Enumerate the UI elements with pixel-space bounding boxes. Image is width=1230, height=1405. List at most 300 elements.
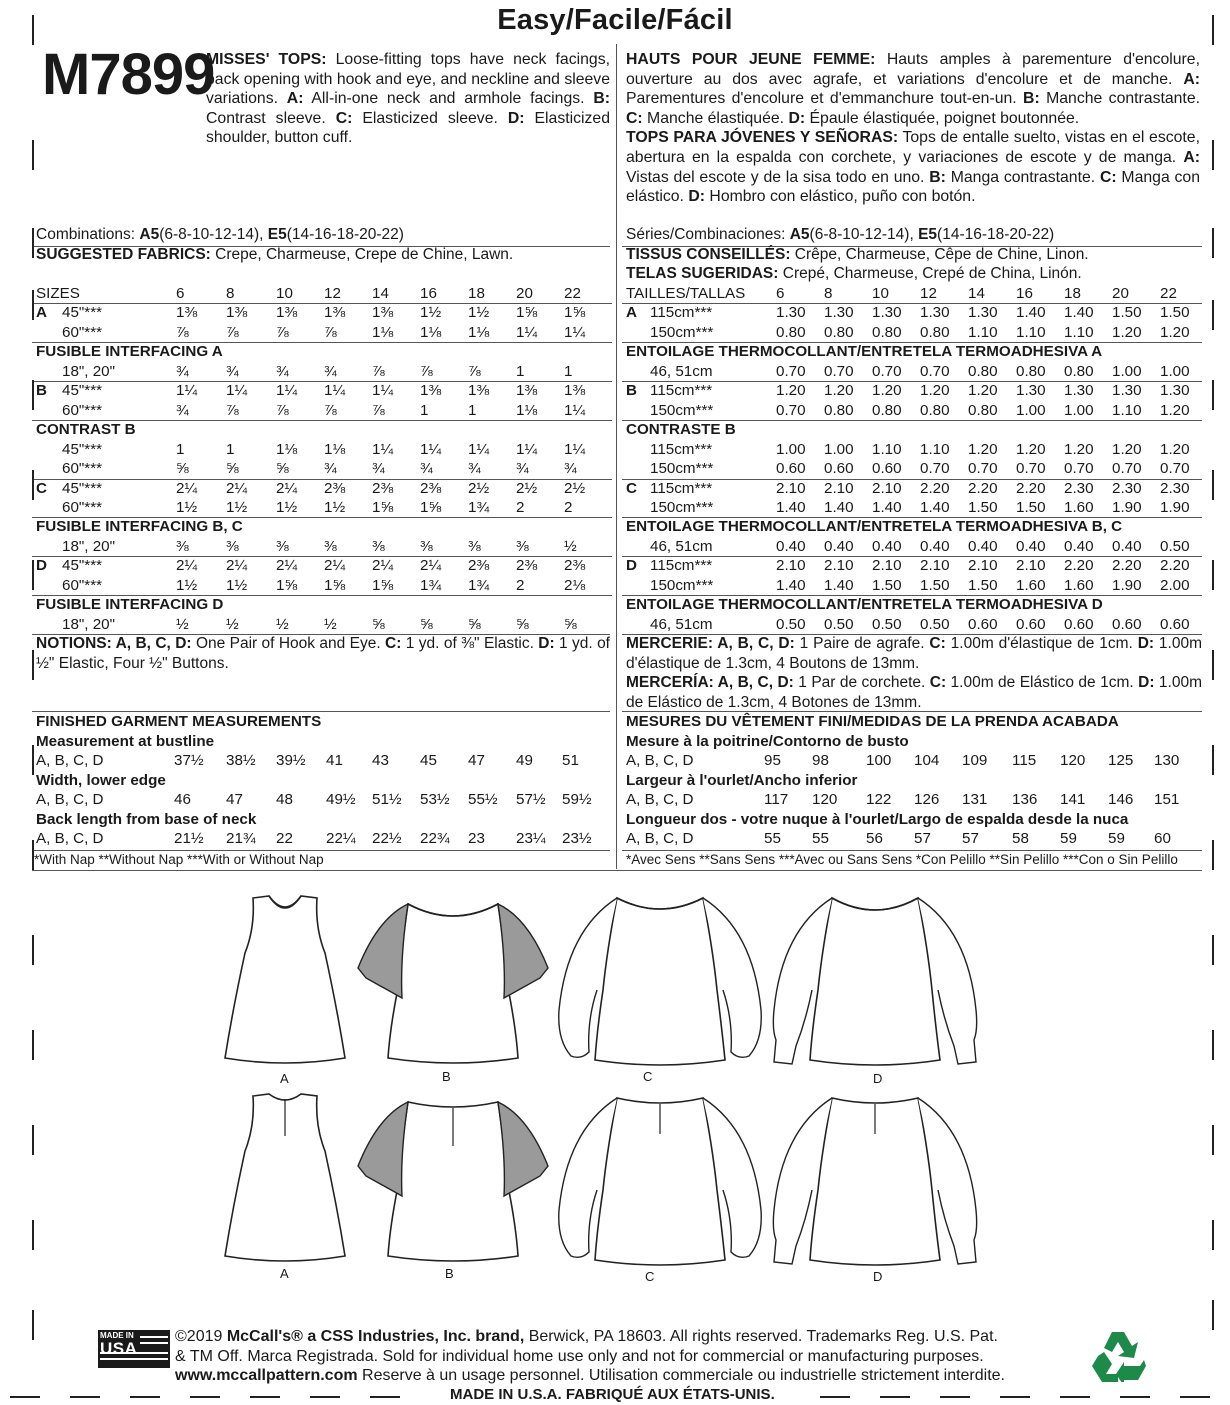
yardage-value: 1.60 bbox=[1064, 498, 1094, 516]
yardage-value: 0.60 bbox=[824, 460, 854, 478]
yardage-value: 1⅜ bbox=[276, 304, 298, 322]
usage-line: & TM Off. Marca Registrada. Sold for individual home use only and not for commercial or manufacturing purposes. bbox=[175, 1348, 984, 1365]
measurement-value: 60 bbox=[1154, 830, 1171, 847]
yardage-row bbox=[626, 323, 1202, 343]
yardage-value: 0.60 bbox=[776, 460, 806, 478]
measurement-value: 51½ bbox=[372, 791, 402, 808]
yardage-row bbox=[36, 537, 612, 557]
yardage-value: ⅜ bbox=[516, 537, 529, 555]
yardage-value: 0.70 bbox=[1112, 460, 1142, 478]
yardage-value: 1⅜ bbox=[226, 304, 248, 322]
width-label: 46, 51cm bbox=[650, 615, 713, 633]
yardage-row bbox=[626, 615, 1202, 635]
measurement-value: 37½ bbox=[174, 752, 204, 769]
measurement-value: 23½ bbox=[562, 830, 592, 847]
section-heading bbox=[36, 420, 612, 440]
yardage-value: 0.70 bbox=[824, 362, 854, 380]
yardage-value: 0.80 bbox=[1064, 362, 1094, 380]
yardage-value: 2⅜ bbox=[420, 479, 442, 497]
yardage-value: 1.10 bbox=[1064, 323, 1094, 341]
yardage-value: 0.70 bbox=[872, 362, 902, 380]
yardage-value: 1⅜ bbox=[372, 304, 394, 322]
width-label: 60"*** bbox=[62, 498, 103, 516]
yardage-value: 0.80 bbox=[776, 323, 806, 341]
yardage-value: 0.60 bbox=[968, 615, 998, 633]
yardage-value: ⅜ bbox=[324, 537, 337, 555]
yardage-value: ¾ bbox=[226, 362, 239, 380]
cut-mark bbox=[32, 1220, 34, 1250]
suggested-fabrics-fr: TISSUS CONSEILLÉS: Crêpe, Charmeuse, Cêpe de Chine, Linon. bbox=[626, 246, 1089, 263]
yardage-value: 1¼ bbox=[564, 440, 586, 458]
yardage-value: ⅝ bbox=[564, 615, 577, 633]
measurement-heading bbox=[626, 732, 1202, 752]
view-label-c-front: C bbox=[643, 1069, 653, 1084]
cut-mark bbox=[32, 935, 34, 965]
yardage-value: 0.80 bbox=[872, 401, 902, 419]
section-heading bbox=[36, 342, 612, 362]
yardage-value: 2.10 bbox=[872, 479, 902, 497]
yardage-table-en bbox=[36, 284, 612, 636]
rule bbox=[622, 850, 1202, 851]
measurement-value: 104 bbox=[914, 752, 940, 769]
measurement-value: 122 bbox=[866, 791, 892, 808]
yardage-value: 1.50 bbox=[1160, 304, 1190, 322]
yardage-value: 1.90 bbox=[1160, 498, 1190, 516]
yardage-value: 2.20 bbox=[1016, 479, 1046, 497]
size-col: 22 bbox=[564, 285, 581, 302]
footnote-fr: *Avec Sens **Sans Sens ***Avec ou Sans Sens *Con Pelillo **Sin Pelillo ***Con o Sin Pelillo bbox=[626, 852, 1178, 867]
yardage-value: 1⅛ bbox=[324, 440, 346, 458]
yardage-value: 1.30 bbox=[824, 304, 854, 322]
yardage-value: 2.20 bbox=[1160, 557, 1190, 575]
yardage-value: ⅝ bbox=[276, 460, 289, 478]
measurement-value: 55½ bbox=[468, 791, 498, 808]
rule bbox=[32, 870, 1202, 871]
yardage-value: 1.50 bbox=[920, 576, 950, 594]
yardage-value: 1⅛ bbox=[372, 323, 394, 341]
width-label: 45"*** bbox=[62, 479, 103, 497]
width-label: 115cm*** bbox=[650, 382, 713, 400]
width-label: 45"*** bbox=[62, 557, 103, 575]
cut-mark bbox=[130, 1396, 160, 1398]
yardage-value: 0.70 bbox=[968, 460, 998, 478]
width-label: 60"*** bbox=[62, 401, 103, 419]
width-label: 150cm*** bbox=[650, 460, 714, 478]
yardage-value: 1.40 bbox=[824, 576, 854, 594]
yardage-value: ⅞ bbox=[276, 323, 289, 341]
yardage-value: 2½ bbox=[564, 479, 586, 497]
views-label: A, B, C, D bbox=[36, 791, 104, 808]
cut-mark bbox=[32, 290, 34, 320]
copyright-line: ©2019 McCall's® a CSS Industries, Inc. brand, Berwick, PA 18603. All rights reserved. Trademarks Reg. U.S. Pat. bbox=[175, 1328, 998, 1345]
yardage-value: 1⅝ bbox=[372, 576, 394, 594]
cut-mark bbox=[32, 1125, 34, 1155]
yardage-value: 0.40 bbox=[824, 537, 854, 555]
yardage-value: 2.10 bbox=[824, 479, 854, 497]
yardage-value: ⅞ bbox=[176, 323, 189, 341]
yardage-value: 2.10 bbox=[776, 557, 806, 575]
cut-mark bbox=[1212, 470, 1214, 500]
yardage-value: 1⅝ bbox=[276, 576, 298, 594]
section-heading bbox=[36, 595, 612, 615]
yardage-value: 0.60 bbox=[1016, 615, 1046, 633]
yardage-value: 0.60 bbox=[1064, 615, 1094, 633]
yardage-value: 1¼ bbox=[420, 440, 442, 458]
measurement-row bbox=[36, 751, 612, 771]
measurement-value: 55 bbox=[764, 830, 781, 847]
size-col: 10 bbox=[872, 285, 889, 302]
yardage-value: 0.80 bbox=[824, 401, 854, 419]
measurement-value: 49 bbox=[516, 752, 533, 769]
yardage-value: ¾ bbox=[276, 362, 289, 380]
yardage-value: 1⅜ bbox=[468, 382, 490, 400]
view-label-b-front: B bbox=[442, 1069, 451, 1084]
yardage-value: 1¼ bbox=[516, 440, 538, 458]
section-heading bbox=[626, 342, 1202, 362]
measurement-value: 57 bbox=[962, 830, 979, 847]
width-label: 45"*** bbox=[62, 382, 103, 400]
combinations-fr: Séries/Combinaciones: A5(6-8-10-12-14), E5(14-16-18-20-22) bbox=[626, 226, 1055, 243]
size-col: 6 bbox=[776, 285, 785, 302]
size-col: 12 bbox=[324, 285, 341, 302]
yardage-row bbox=[36, 615, 612, 635]
yardage-value: 1.60 bbox=[1016, 576, 1046, 594]
cut-mark bbox=[10, 1396, 40, 1398]
yardage-value: ⅝ bbox=[372, 615, 385, 633]
view-label-b-back: B bbox=[445, 1266, 454, 1281]
cut-mark bbox=[1212, 300, 1214, 330]
width-label: 150cm*** bbox=[650, 498, 714, 516]
yardage-value: 1¼ bbox=[372, 440, 394, 458]
yardage-value: 1¾ bbox=[468, 576, 490, 594]
cut-mark bbox=[250, 1396, 280, 1398]
yardage-value: ⅞ bbox=[468, 362, 481, 380]
yardage-value: 1¼ bbox=[226, 382, 248, 400]
yardage-value: ⅝ bbox=[226, 460, 239, 478]
measurement-row bbox=[626, 829, 1202, 849]
yardage-value: 1.20 bbox=[968, 440, 998, 458]
yardage-value: ⅞ bbox=[226, 401, 239, 419]
yardage-value: 1 bbox=[176, 440, 185, 458]
view-letter: D bbox=[36, 557, 47, 575]
yardage-value: 1¼ bbox=[372, 382, 394, 400]
yardage-value: 1.10 bbox=[968, 323, 998, 341]
yardage-value: 1.20 bbox=[920, 382, 950, 400]
yardage-value: ¾ bbox=[324, 362, 337, 380]
measurement-value: 130 bbox=[1154, 752, 1180, 769]
yardage-value: 1.30 bbox=[1112, 382, 1142, 400]
yardage-value: 1 bbox=[516, 362, 525, 380]
view-label-d-front: D bbox=[873, 1071, 883, 1086]
width-label: 45"*** bbox=[62, 440, 103, 458]
yardage-value: 2 bbox=[516, 498, 525, 516]
yardage-value: 1⅜ bbox=[420, 382, 442, 400]
width-label: 60"*** bbox=[62, 460, 103, 478]
yardage-value: 1.50 bbox=[1112, 304, 1142, 322]
yardage-value: 1.10 bbox=[1112, 401, 1142, 419]
yardage-value: 1½ bbox=[226, 498, 248, 516]
yardage-value: 1¾ bbox=[420, 576, 442, 594]
view-letter: C bbox=[36, 479, 47, 497]
size-col: 20 bbox=[1112, 285, 1129, 302]
yardage-value: 1½ bbox=[276, 498, 298, 516]
yardage-value: 1⅜ bbox=[564, 382, 586, 400]
yardage-value: 1.40 bbox=[920, 498, 950, 516]
measurement-value: 22 bbox=[276, 830, 293, 847]
yardage-value: 0.80 bbox=[920, 401, 950, 419]
yardage-value: 2.20 bbox=[968, 479, 998, 497]
yardage-value: 2½ bbox=[516, 479, 538, 497]
measurement-value: 43 bbox=[372, 752, 389, 769]
cut-mark bbox=[1212, 650, 1214, 680]
view-c-front bbox=[559, 898, 762, 1065]
measurement-value: 56 bbox=[866, 830, 883, 847]
cut-mark bbox=[32, 1310, 34, 1340]
yardage-value: 1.00 bbox=[776, 440, 806, 458]
yardage-value: 1⅜ bbox=[324, 304, 346, 322]
yardage-value: 1⅝ bbox=[324, 576, 346, 594]
yardage-row bbox=[36, 323, 612, 343]
contrast-sleeve-right bbox=[498, 904, 548, 998]
yardage-value: 1.00 bbox=[1016, 401, 1046, 419]
cut-mark bbox=[370, 1396, 400, 1398]
view-c-back bbox=[559, 1098, 762, 1265]
measurement-heading bbox=[626, 771, 1202, 791]
yardage-value: 2⅜ bbox=[372, 479, 394, 497]
view-label-a-front: A bbox=[280, 1071, 289, 1086]
yardage-value: 2.10 bbox=[872, 557, 902, 575]
yardage-value: 1.00 bbox=[1064, 401, 1094, 419]
cut-mark bbox=[1212, 380, 1214, 410]
yardage-value: ⅜ bbox=[176, 537, 189, 555]
yardage-value: 2 bbox=[564, 498, 573, 516]
yardage-value: 1.20 bbox=[872, 382, 902, 400]
measurement-value: 22¾ bbox=[420, 830, 450, 847]
measurement-value: 146 bbox=[1108, 791, 1134, 808]
yardage-row bbox=[626, 576, 1202, 596]
yardage-value: 1¼ bbox=[324, 382, 346, 400]
yardage-value: 1.90 bbox=[1112, 576, 1142, 594]
cut-mark bbox=[32, 380, 34, 410]
made-in-usa-badge: MADE IN USA bbox=[98, 1330, 170, 1368]
yardage-row bbox=[36, 440, 612, 460]
yardage-value: 1.00 bbox=[1160, 362, 1190, 380]
cut-mark bbox=[70, 1396, 100, 1398]
size-col: 18 bbox=[468, 285, 485, 302]
measurement-value: 120 bbox=[812, 791, 838, 808]
yardage-value: ⅞ bbox=[276, 401, 289, 419]
view-b-front bbox=[358, 904, 548, 1063]
yardage-value: 2¼ bbox=[176, 557, 198, 575]
yardage-value: 1.30 bbox=[776, 304, 806, 322]
yardage-value: 1.20 bbox=[1064, 440, 1094, 458]
view-letter: B bbox=[626, 382, 637, 400]
measurement-label: Longueur dos - votre nuque à l'ourlet/Largo de espalda desde la nuca bbox=[626, 810, 1129, 828]
yardage-value: 0.40 bbox=[1064, 537, 1094, 555]
width-label: 150cm*** bbox=[650, 323, 714, 341]
measurement-value: 38½ bbox=[226, 752, 256, 769]
yardage-value: ½ bbox=[324, 615, 337, 633]
measurement-heading bbox=[626, 712, 1202, 732]
cut-mark bbox=[32, 140, 34, 170]
width-label: 115cm*** bbox=[650, 557, 713, 575]
yardage-value: ⅜ bbox=[226, 537, 239, 555]
yardage-value: 1½ bbox=[324, 498, 346, 516]
column-divider bbox=[616, 44, 617, 869]
yardage-row bbox=[36, 401, 612, 421]
measurement-value: 115 bbox=[1012, 752, 1037, 769]
yardage-value: 1 bbox=[468, 401, 477, 419]
measurement-value: 57 bbox=[914, 830, 931, 847]
yardage-value: 1.40 bbox=[1016, 304, 1046, 322]
made-in-line: MADE IN U.S.A. FABRIQUÉ AUX ÉTATS-UNIS. bbox=[450, 1386, 775, 1403]
measurement-label: Width, lower edge bbox=[36, 771, 166, 789]
yardage-value: ⅞ bbox=[372, 362, 385, 380]
yardage-value: 2¼ bbox=[372, 557, 394, 575]
yardage-row bbox=[36, 362, 612, 382]
yardage-table-fr bbox=[626, 284, 1202, 636]
yardage-value: 0.70 bbox=[776, 362, 806, 380]
yardage-value: 1¼ bbox=[176, 382, 198, 400]
yardage-value: 0.60 bbox=[1160, 615, 1190, 633]
yardage-row bbox=[36, 381, 612, 401]
yardage-value: 2.10 bbox=[920, 557, 950, 575]
cut-mark bbox=[32, 650, 34, 680]
yardage-value: 0.70 bbox=[1016, 460, 1046, 478]
measurement-value: 47 bbox=[468, 752, 485, 769]
yardage-value: 1.10 bbox=[920, 440, 950, 458]
yardage-value: 1.00 bbox=[824, 440, 854, 458]
yardage-row bbox=[626, 440, 1202, 460]
views-label: A, B, C, D bbox=[626, 752, 694, 769]
view-letter: C bbox=[626, 479, 637, 497]
measurement-value: 22¼ bbox=[326, 830, 356, 847]
yardage-value: 1.40 bbox=[872, 498, 902, 516]
yardage-value: 0.70 bbox=[1160, 460, 1190, 478]
yardage-value: 1.20 bbox=[1160, 323, 1190, 341]
width-label: 115cm*** bbox=[650, 479, 713, 497]
yardage-value: 1⅝ bbox=[516, 304, 538, 322]
contrast-sleeve-left bbox=[358, 904, 408, 998]
sizes-label: TAILLES/TALLAS bbox=[626, 285, 746, 302]
yardage-value: 0.50 bbox=[920, 615, 950, 633]
view-letter: D bbox=[626, 557, 637, 575]
measurement-value: 136 bbox=[1012, 791, 1038, 808]
yardage-value: 2⅜ bbox=[324, 479, 346, 497]
cut-mark bbox=[32, 840, 34, 870]
yardage-value: 0.70 bbox=[1064, 460, 1094, 478]
yardage-value: 0.70 bbox=[920, 362, 950, 380]
yardage-value: 1.20 bbox=[824, 382, 854, 400]
width-label: 18", 20" bbox=[62, 362, 116, 380]
yardage-value: 1 bbox=[564, 362, 573, 380]
cut-mark bbox=[32, 15, 34, 45]
measurement-heading bbox=[36, 712, 612, 732]
yardage-value: 1¼ bbox=[276, 382, 298, 400]
measurement-label: Largeur à l'ourlet/Ancho inferior bbox=[626, 771, 858, 789]
width-label: 60"*** bbox=[62, 576, 103, 594]
cut-mark bbox=[1060, 1396, 1090, 1398]
yardage-row bbox=[36, 498, 612, 518]
section-label: ENTOILAGE THERMOCOLLANT/ENTRETELA TERMOADHESIVA D bbox=[626, 596, 1103, 614]
yardage-value: 2⅛ bbox=[564, 576, 586, 594]
measurement-value: 125 bbox=[1108, 752, 1134, 769]
measurement-heading bbox=[36, 771, 612, 791]
yardage-value: 1.20 bbox=[1112, 323, 1142, 341]
measurement-value: 22½ bbox=[372, 830, 402, 847]
yardage-value: 1½ bbox=[420, 304, 442, 322]
size-col: 6 bbox=[176, 285, 185, 302]
yardage-value: 2¼ bbox=[420, 557, 442, 575]
section-heading bbox=[626, 420, 1202, 440]
yardage-value: 0.50 bbox=[872, 615, 902, 633]
yardage-value: 0.40 bbox=[1112, 537, 1142, 555]
measurement-value: 59 bbox=[1108, 830, 1125, 847]
width-label: 150cm*** bbox=[650, 576, 714, 594]
yardage-value: ½ bbox=[226, 615, 239, 633]
measurement-value: 21½ bbox=[174, 830, 204, 847]
yardage-value: 1.40 bbox=[776, 576, 806, 594]
yardage-value: 2¼ bbox=[276, 557, 298, 575]
yardage-value: 2.10 bbox=[968, 557, 998, 575]
yardage-value: ⅜ bbox=[468, 537, 481, 555]
measurement-value: 23¼ bbox=[516, 830, 546, 847]
yardage-value: ¾ bbox=[324, 460, 337, 478]
cut-mark bbox=[32, 228, 34, 258]
yardage-value: 0.80 bbox=[1016, 362, 1046, 380]
yardage-value: 1.60 bbox=[1064, 576, 1094, 594]
yardage-value: 1.40 bbox=[776, 498, 806, 516]
view-label-d-back: D bbox=[873, 1269, 883, 1284]
yardage-row bbox=[626, 362, 1202, 382]
cut-mark bbox=[1212, 1125, 1214, 1155]
measurement-value: 117 bbox=[764, 791, 789, 808]
measurement-value: 48 bbox=[276, 791, 293, 808]
yardage-value: 2⅜ bbox=[468, 557, 490, 575]
finished-measurements-en bbox=[36, 712, 612, 852]
cut-mark bbox=[1180, 1396, 1210, 1398]
yardage-value: ⅞ bbox=[226, 323, 239, 341]
yardage-value: 0.80 bbox=[824, 323, 854, 341]
yardage-value: 0.40 bbox=[968, 537, 998, 555]
yardage-row bbox=[626, 303, 1202, 323]
measurement-value: 95 bbox=[764, 752, 781, 769]
section-heading bbox=[36, 517, 612, 537]
size-header-row bbox=[36, 284, 612, 304]
measurement-row bbox=[626, 751, 1202, 771]
yardage-value: 1⅝ bbox=[372, 498, 394, 516]
yardage-value: ½ bbox=[276, 615, 289, 633]
views-label: A, B, C, D bbox=[36, 830, 104, 847]
measurement-value: 98 bbox=[812, 752, 829, 769]
yardage-value: ⅝ bbox=[176, 460, 189, 478]
description-fr-es: HAUTS POUR JEUNE FEMME: Hauts amples à parementure d'encolure, ouverture au dos avec agrafe, et variations d'encolure et de manche. A: Parementures d'encolure et d'emmanchure tout-en-un. B: Manche contrastante. C: Manche élastiquée. D: Épaule élastiquée, poignet boutonnée. TOPS PARA JÓVENES Y SEÑORAS: Tops de entalle suelto, vistas en el escote, abertura en la espalda con corchete, y variaciones de escote y de manga. A: Vistas del escote y de la sisa todo en uno. B: Manga contrastante. C: Manga con elástico. D: Hombro con elástico, puño con botón. bbox=[626, 51, 1200, 206]
size-col: 20 bbox=[516, 285, 533, 302]
yardage-value: 2.30 bbox=[1160, 479, 1190, 497]
measurement-value: 45 bbox=[420, 752, 437, 769]
fgm-title: FINISHED GARMENT MEASUREMENTS bbox=[36, 713, 322, 730]
yardage-value: 0.50 bbox=[776, 615, 806, 633]
measurement-label: Measurement at bustline bbox=[36, 732, 215, 750]
combinations-en: Combinations: A5(6-8-10-12-14), E5(14-16-18-20-22) bbox=[36, 226, 404, 243]
footnote-en: *With Nap **Without Nap ***With or Without Nap bbox=[34, 852, 324, 867]
yardage-value: 2.30 bbox=[1064, 479, 1094, 497]
yardage-value: 2.20 bbox=[1064, 557, 1094, 575]
yardage-value: ⅞ bbox=[324, 323, 337, 341]
measurement-heading bbox=[626, 810, 1202, 830]
cut-mark bbox=[190, 1396, 220, 1398]
measurement-value: 55 bbox=[812, 830, 829, 847]
